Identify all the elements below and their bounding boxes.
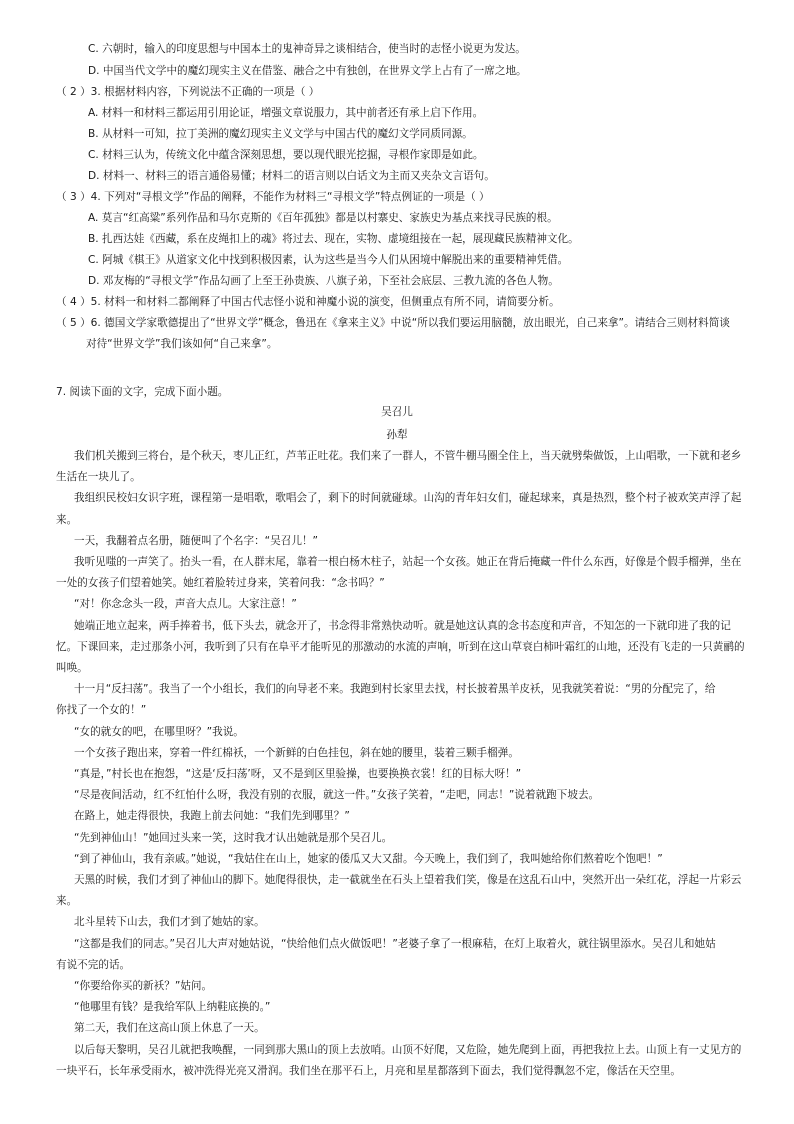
story-line: 你找了一个女的！”: [56, 704, 147, 717]
story-line: 忆。下课回来，走过那条小河，我听到了只有在阜平才能听见的那激动的水流的声响，听到在这山草衰白柿叶霜红的山地，还没有飞走的一只黄鹂的: [56, 640, 745, 653]
story-line: “女的就女的吧，在哪里呀？”我说。: [74, 725, 244, 738]
question-3-option-c: C. 材料三认为，传统文化中蕴含深刻思想，要以现代眼光挖掘，寻根作家即是如此。: [88, 149, 484, 161]
question-4-option-d: D. 邓友梅的“寻根文学”作品勾画了上至王孙贵族、八旗子弟，下至社会底层、三教九流的各色人物。: [88, 275, 559, 287]
story-line: 我们机关搬到三将台，是个秋天，枣儿正红，芦苇正吐花。我们来了一群人，不管牛棚马圈全住上，当天就劈柴做饭，上山唱歌，一下就和老乡: [74, 450, 742, 462]
story-line: “真是，”村长也在抱怨，“这是‘反扫荡’呀，又不是到区里验操，也要换换衣裳！红的目标大呀！”: [74, 768, 522, 780]
option-c: C. 六朝时，输入的印度思想与中国本土的鬼神奇异之谈相结合，使当时的志怪小说更为发达。: [88, 43, 526, 55]
story-title: 吴召儿: [381, 406, 413, 418]
story-line: 以后每天黎明，吴召儿就把我唤醒，一同到那大黑山的顶上去放哨。山顶不好爬，又危险，她先爬到上面，再把我拉上去。山顶上有一丈见方的: [74, 1043, 742, 1056]
story-line: 天黑的时候，我们才到了神仙山的脚下。她爬得很快，走一截就坐在石头上望着我们笑，像是在这乱石山中，突然开出一朵红花，浮起一片彩云: [74, 874, 742, 886]
question-3-option-a: A. 材料一和材料三都运用引用论证，增强文章说服力，其中前者还有承上启下作用。: [88, 107, 484, 119]
story-line: 来。: [56, 895, 78, 908]
question-3-option-b: B. 从材料一可知，拉丁美洲的魔幻现实主义文学与中国古代的魔幻文学同质同源。: [88, 128, 473, 140]
story-line: 一处的女孩子们望着她笑。她红着脸转过身来，笑着问我：“念书吗？”: [56, 577, 385, 590]
question-3-option-d: D. 材料一、材料三的语言通俗易懂；材料二的语言则以白话文为主而又夹杂文言语句。: [88, 170, 495, 182]
story-line: “尽是夜间活动，红不红怕什么呀，我没有别的衣服，就这一件。”女孩子笑着，“走吧，同志！”说着就跑下坡去。: [74, 789, 600, 802]
story-line: 来。: [56, 513, 78, 526]
story-line: 有说不完的话。: [56, 958, 131, 971]
story-line: “他哪里有钱？是我给军队上纳鞋底换的。”: [74, 1001, 271, 1014]
option-d: D. 中国当代文学中的魔幻现实主义在借鉴、融合之中有独创，在世界文学上占有了一席之地。: [88, 65, 527, 77]
story-line: 北斗星转下山去，我们才到了她姑的家。: [74, 916, 265, 929]
story-line: 一个女孩子跑出来，穿着一件红棉袄，一个新鲜的白色挂包，斜在她的腰里，装着三颗手榴弹。: [74, 746, 519, 759]
story-line: “先到神仙山！”她回过头来一笑，这时我才认出她就是那个吴召儿。: [74, 831, 393, 844]
question-6-stem-continued: 对待“世界文学”我们该如何“自己来拿”。: [86, 338, 278, 350]
question-7-heading: 7. 阅读下面的文字，完成下面小题。: [56, 386, 229, 398]
story-line: “这都是我们的同志。”吴召儿大声对她姑说，“快给他们点火做饭吧！”老婆子拿了一根麻秸，在灯上取着火，就往锅里添水。吴召儿和她姑: [74, 937, 716, 950]
question-5-stem: （ 4 ）5. 材料一和材料二都阐释了中国古代志怪小说和神魔小说的演变，但侧重点有所不同，请简要分析。: [56, 296, 560, 308]
question-4-option-b: B. 扎西达娃《西藏，系在皮绳扣上的魂》将过去、现在，实物、虚境组接在一起，展现藏民族精神文化。: [88, 233, 579, 245]
story-line: 生活在一块儿了。: [56, 471, 141, 484]
story-line: 在路上，她走得很快，我跑上前去问她：“我们先到哪里？”: [74, 810, 350, 823]
story-line: 我组织民校妇女识字班，课程第一是唱歌，歌唱会了，剩下的时间就碰球。山沟的青年妇女们，碰起球来，真是热烈，整个村子被欢笑声浮了起: [74, 492, 742, 505]
story-line: 第二天，我们在这高山顶上休息了一天。: [74, 1022, 265, 1035]
story-line: 十一月“反扫荡”。我当了一个小组长，我们的向导老不来。我跑到村长家里去找，村长披着黑羊皮袄，见我就笑着说：“男的分配完了，给: [74, 683, 716, 696]
question-6-stem: （ 5 ）6. 德国文学家歌德提出了“世界文学”概念，鲁迅在《拿来主义》中说“所以我们要运用脑髓，放出眼光，自己来拿”。请结合三则材料简谈: [56, 317, 730, 329]
question-3-stem: （ 2 ）3. 根据材料内容，下列说法不正确的一项是（ ）: [56, 86, 320, 98]
story-line: 她端正地立起来，两手捧着书，低下头去，就念开了，书念得非常熟快动听。就是她这认真的念书态度和声音，不知怎的一下就印进了我的记: [74, 619, 731, 632]
story-line: 一天，我翻着点名册，随便叫了个名字：“吴召儿！”: [74, 534, 319, 547]
story-line: 叫唤。: [56, 662, 88, 674]
story-line: “你要给你买的新袄？”姑问。: [74, 980, 213, 992]
question-4-option-a: A. 莫言“红高粱”系列作品和马尔克斯的《百年孤独》都是以村寨史、家族史为基点来找寻民族的根。: [88, 212, 558, 224]
question-4-option-c: C. 阿城《棋王》从道家文化中找到积极因素，认为这些是当今人们从困境中解脱出来的重要精神凭借。: [88, 254, 569, 266]
question-4-stem: （ 3 ）4. 下列对“寻根文学”作品的阐释，不能作为材料三“寻根文学”特点例证的一项是（ ）: [56, 191, 490, 203]
story-line: “对！你念念头一段，声音大点儿。大家注意！”: [74, 598, 297, 611]
story-line: 一块平石，长年承受雨水，被冲洗得光亮又滑润。我们坐在那平石上，月亮和星星都落到下面去，我们觉得飘忽不定，像活在天空里。: [56, 1064, 682, 1077]
story-author: 孙犁: [386, 429, 408, 441]
story-line: 我听见嗤的一声笑了。抬头一看，在人群末尾，靠着一根白杨木柱子，站起一个女孩。她正在背后掩藏一件什么东西，好像是个假手榴弹，坐在: [74, 556, 742, 568]
story-line: “到了神仙山，我有亲戚。”她说，“我姑住在山上，她家的倭瓜又大又甜。今天晚上，我们到了，我叫她给你们熬着吃个饱吧！”: [74, 852, 663, 865]
